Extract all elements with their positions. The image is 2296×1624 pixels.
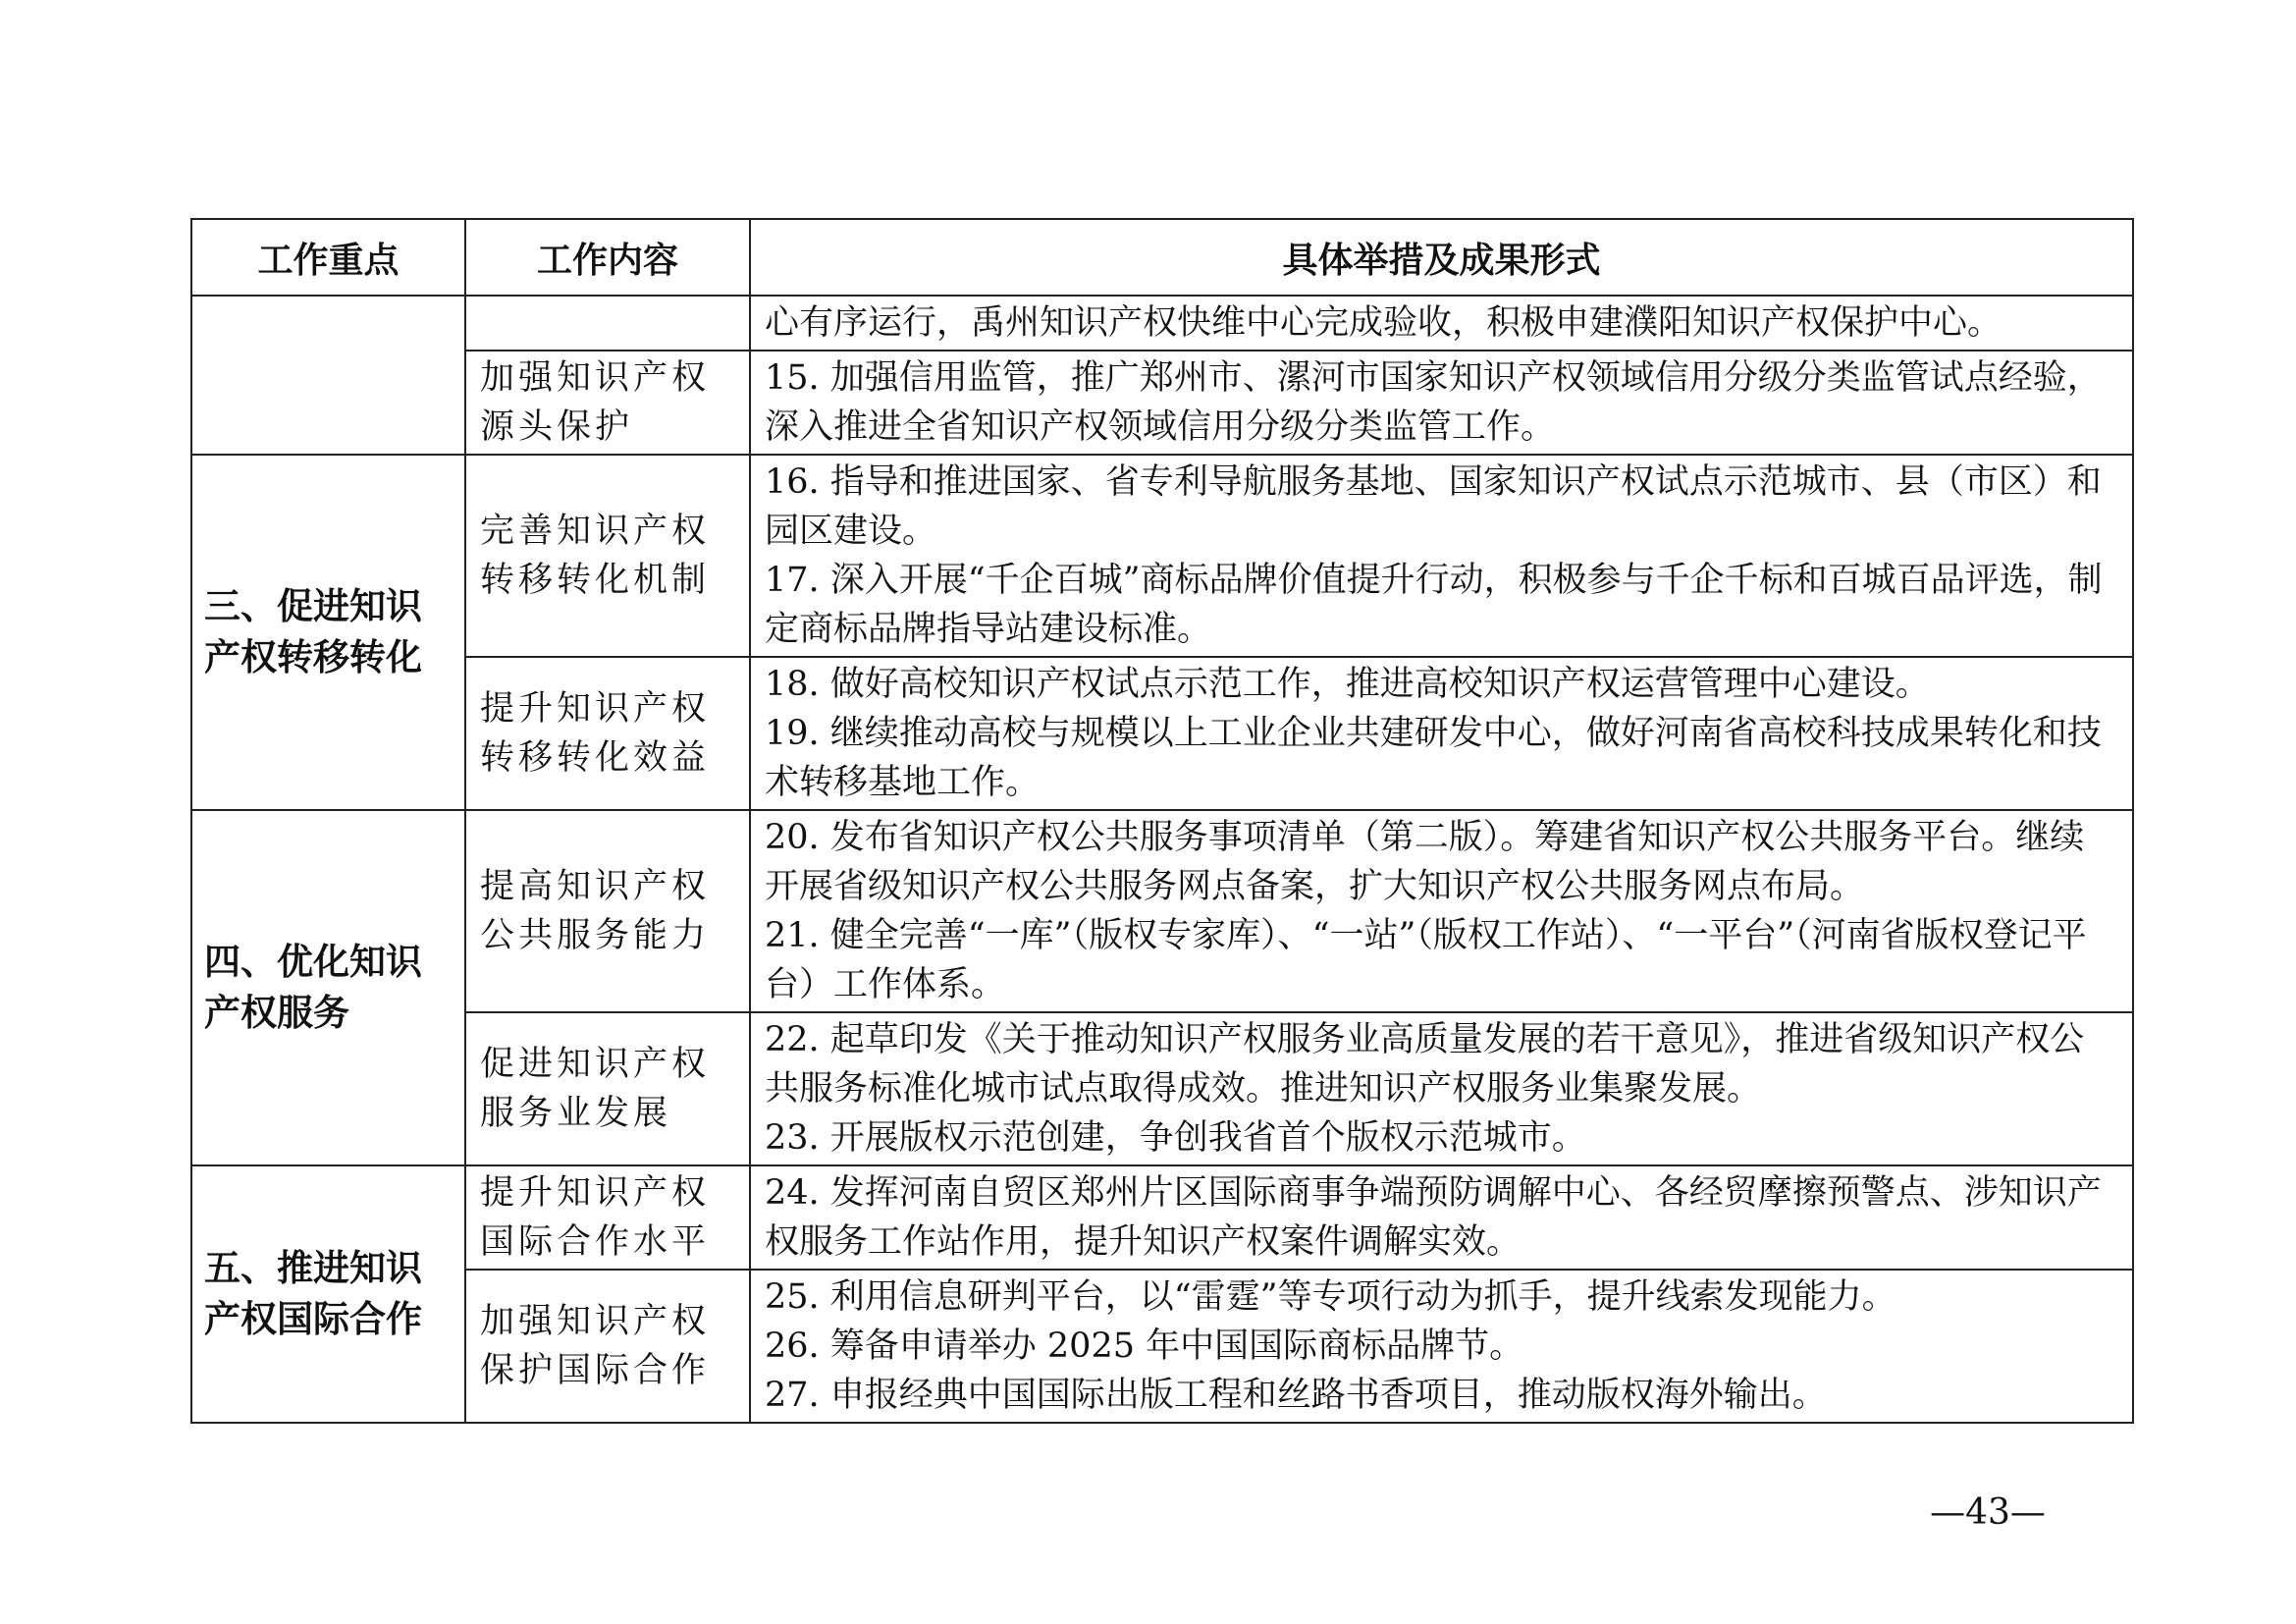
measures-cell (750, 810, 2133, 1012)
content-cell (465, 1270, 750, 1423)
measures-cell (750, 455, 2133, 657)
content-cell (465, 1012, 750, 1165)
header-work-content: 工作内容 (465, 219, 750, 296)
table-row (191, 1012, 2133, 1165)
measures-cell (750, 1270, 2133, 1423)
work-content-text: 加强知识产权 源头保护 (480, 358, 711, 447)
measure-item: 26. 筹备申请举办 2025 年中国国际商标品牌节。 (765, 1326, 1524, 1366)
table-row (191, 296, 2133, 351)
measure-item: 15. 加强信用监管，推广郑州市、漯河市国家知识产权领域信用分级分类监管试点经验，深入推进全省知识产权领域信用分级分类监管工作。 (765, 358, 2102, 447)
table-row (191, 351, 2133, 455)
content-cell (465, 351, 750, 455)
focus-cell (191, 296, 465, 455)
content-cell (465, 810, 750, 1012)
measure-item: 22. 起草印发《关于推动知识产权服务业高质量发展的若干意见》，推进省级知识产权公共服务标准化城市试点取得成效。推进知识产权服务业集聚发展。 (765, 1020, 2085, 1109)
work-focus-text: 五、推进知识 产权国际合作 (204, 1247, 422, 1340)
measures-cell (750, 351, 2133, 455)
measure-item: 27. 申报经典中国国际出版工程和丝路书香项目，推动版权海外输出。 (765, 1376, 1827, 1415)
work-focus-text: 四、优化知识 产权服务 (204, 941, 422, 1034)
measure-item: 25. 利用信息研判平台，以“雷霆”等专项行动为抓手，提升线索发现能力。 (765, 1277, 1896, 1317)
work-content-text: 提升知识产权 转移转化效益 (480, 689, 711, 778)
focus-cell (191, 810, 465, 1165)
content-cell (465, 657, 750, 810)
measures-cell (750, 657, 2133, 810)
table-row (191, 810, 2133, 1012)
work-content-text: 提高知识产权 公共服务能力 (480, 867, 711, 955)
measures-cell (750, 296, 2133, 351)
table-row (191, 1270, 2133, 1423)
header-work-focus: 工作重点 (191, 219, 465, 296)
table-header-row (191, 219, 2133, 296)
content-cell (465, 1165, 750, 1270)
table-row (191, 657, 2133, 810)
measure-item: 23. 开展版权示范创建，争创我省首个版权示范城市。 (765, 1118, 1586, 1158)
content-cell (465, 296, 750, 351)
header-measures: 具体举措及成果形式 (750, 219, 2133, 296)
measures-cell (750, 1012, 2133, 1165)
work-content-text: 提升知识产权 国际合作水平 (480, 1173, 711, 1262)
measure-item: 16. 指导和推进国家、省专利导航服务基地、国家知识产权试点示范城市、县（市区）和园区建设。 (765, 462, 2102, 551)
work-content-text: 完善知识产权 转移转化机制 (480, 512, 711, 600)
table-row (191, 1165, 2133, 1270)
measure-item: 24. 发挥河南自贸区郑州片区国际商事争端预防调解中心、各经贸摩擦预警点、涉知识产权服务工作站作用，提升知识产权案件调解实效。 (765, 1173, 2102, 1262)
measure-item: 20. 发布省知识产权公共服务事项清单（第二版）。筹建省知识产权公共服务平台。继续开展省级知识产权公共服务网点备案，扩大知识产权公共服务网点布局。 (765, 818, 2085, 906)
work-content-text: 加强知识产权 保护国际合作 (480, 1302, 711, 1390)
work-focus-text: 三、促进知识 产权转移转化 (204, 585, 422, 678)
content-cell (465, 455, 750, 657)
focus-cell (191, 1165, 465, 1423)
table-row (191, 455, 2133, 657)
measure-item: 21. 健全完善“一库”（版权专家库）、“一站”（版权工作站）、“一平台”（河南省版权登记平台）工作体系。 (765, 916, 2087, 1004)
focus-cell (191, 455, 465, 810)
measure-item: 18. 做好高校知识产权试点示范工作，推进高校知识产权运营管理中心建设。 (765, 665, 1930, 704)
work-plan-table (190, 218, 2134, 1424)
measures-cell (750, 1165, 2133, 1270)
work-content-text: 促进知识产权 服务业发展 (480, 1045, 711, 1133)
page-number: —43— (1930, 1492, 2046, 1533)
measure-item: 17. 深入开展“千企百城”商标品牌价值提升行动，积极参与千企千标和百城百品评选，制定商标品牌指导站建设标准。 (765, 561, 2103, 649)
measure-item: 19. 继续推动高校与规模以上工业企业共建研发中心，做好河南省高校科技成果转化和技术转移基地工作。 (765, 714, 2102, 802)
measure-item: 心有序运行，禹州知识产权快维中心完成验收，积极申建濮阳知识产权保护中心。 (765, 303, 2002, 343)
